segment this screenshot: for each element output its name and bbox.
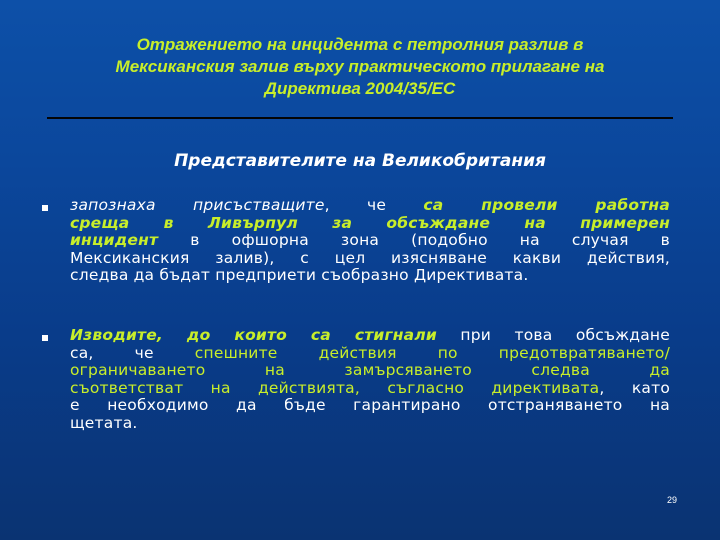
paragraph-line [70, 197, 670, 215]
text-run: ограничаването на замърсяването следва да [70, 361, 670, 379]
text-run: са провели работна [423, 196, 670, 214]
slide-title-line: Директива 2004/35/ЕС [264, 79, 456, 98]
text-run: , че [324, 196, 424, 214]
paragraph-line [70, 380, 670, 398]
paragraph-line [70, 215, 670, 233]
page-number: 29 [666, 495, 677, 505]
text-run: , като [599, 378, 670, 397]
bullet-square-icon [42, 335, 48, 341]
text-run: е необходимо да бъде гарантирано отстраняването на [70, 396, 670, 414]
text-run: щетата. [70, 413, 138, 432]
paragraph-line [70, 345, 670, 363]
text-run: инцидент [70, 231, 159, 249]
text-run: са, че [70, 343, 195, 362]
bullet-paragraph-2 [70, 327, 670, 432]
text-run: запознаха присъстващите [70, 196, 325, 214]
paragraph-line [70, 327, 670, 345]
paragraph-line [70, 397, 670, 415]
text-run: в офшорна зона (подобно на случая в [158, 231, 670, 249]
slide-title-line: Отражението на инцидента с петролния разлив в [136, 35, 584, 54]
slide-title [20, 34, 700, 100]
paragraph-line [70, 415, 670, 433]
text-run: Мексиканския залив), с цел изясняване какви действия, [70, 248, 670, 267]
bullet-square-icon [42, 205, 48, 211]
paragraph-line [70, 232, 670, 250]
paragraph-line [70, 267, 670, 285]
slide-title-line: Мексиканския залив върху практическото прилагане на [115, 57, 605, 76]
paragraph-line [70, 250, 670, 268]
text-run: среща в Ливърпул за обсъждане на примерен [70, 213, 670, 232]
slide-subtitle: Представителите на Великобритания [174, 151, 546, 171]
text-run: Изводите, до които са стигнали [70, 326, 437, 344]
text-run: следва да бъдат предприети съобразно Директивата. [70, 266, 529, 284]
text-run: при това обсъждане [436, 326, 670, 344]
text-run: съответстват на действията, съгласно директивата [70, 378, 600, 397]
text-run: спешните действия по предотвратяването/ [194, 343, 670, 362]
title-divider [47, 117, 673, 119]
paragraph-line [70, 362, 670, 380]
bullet-paragraph-1 [70, 197, 670, 285]
